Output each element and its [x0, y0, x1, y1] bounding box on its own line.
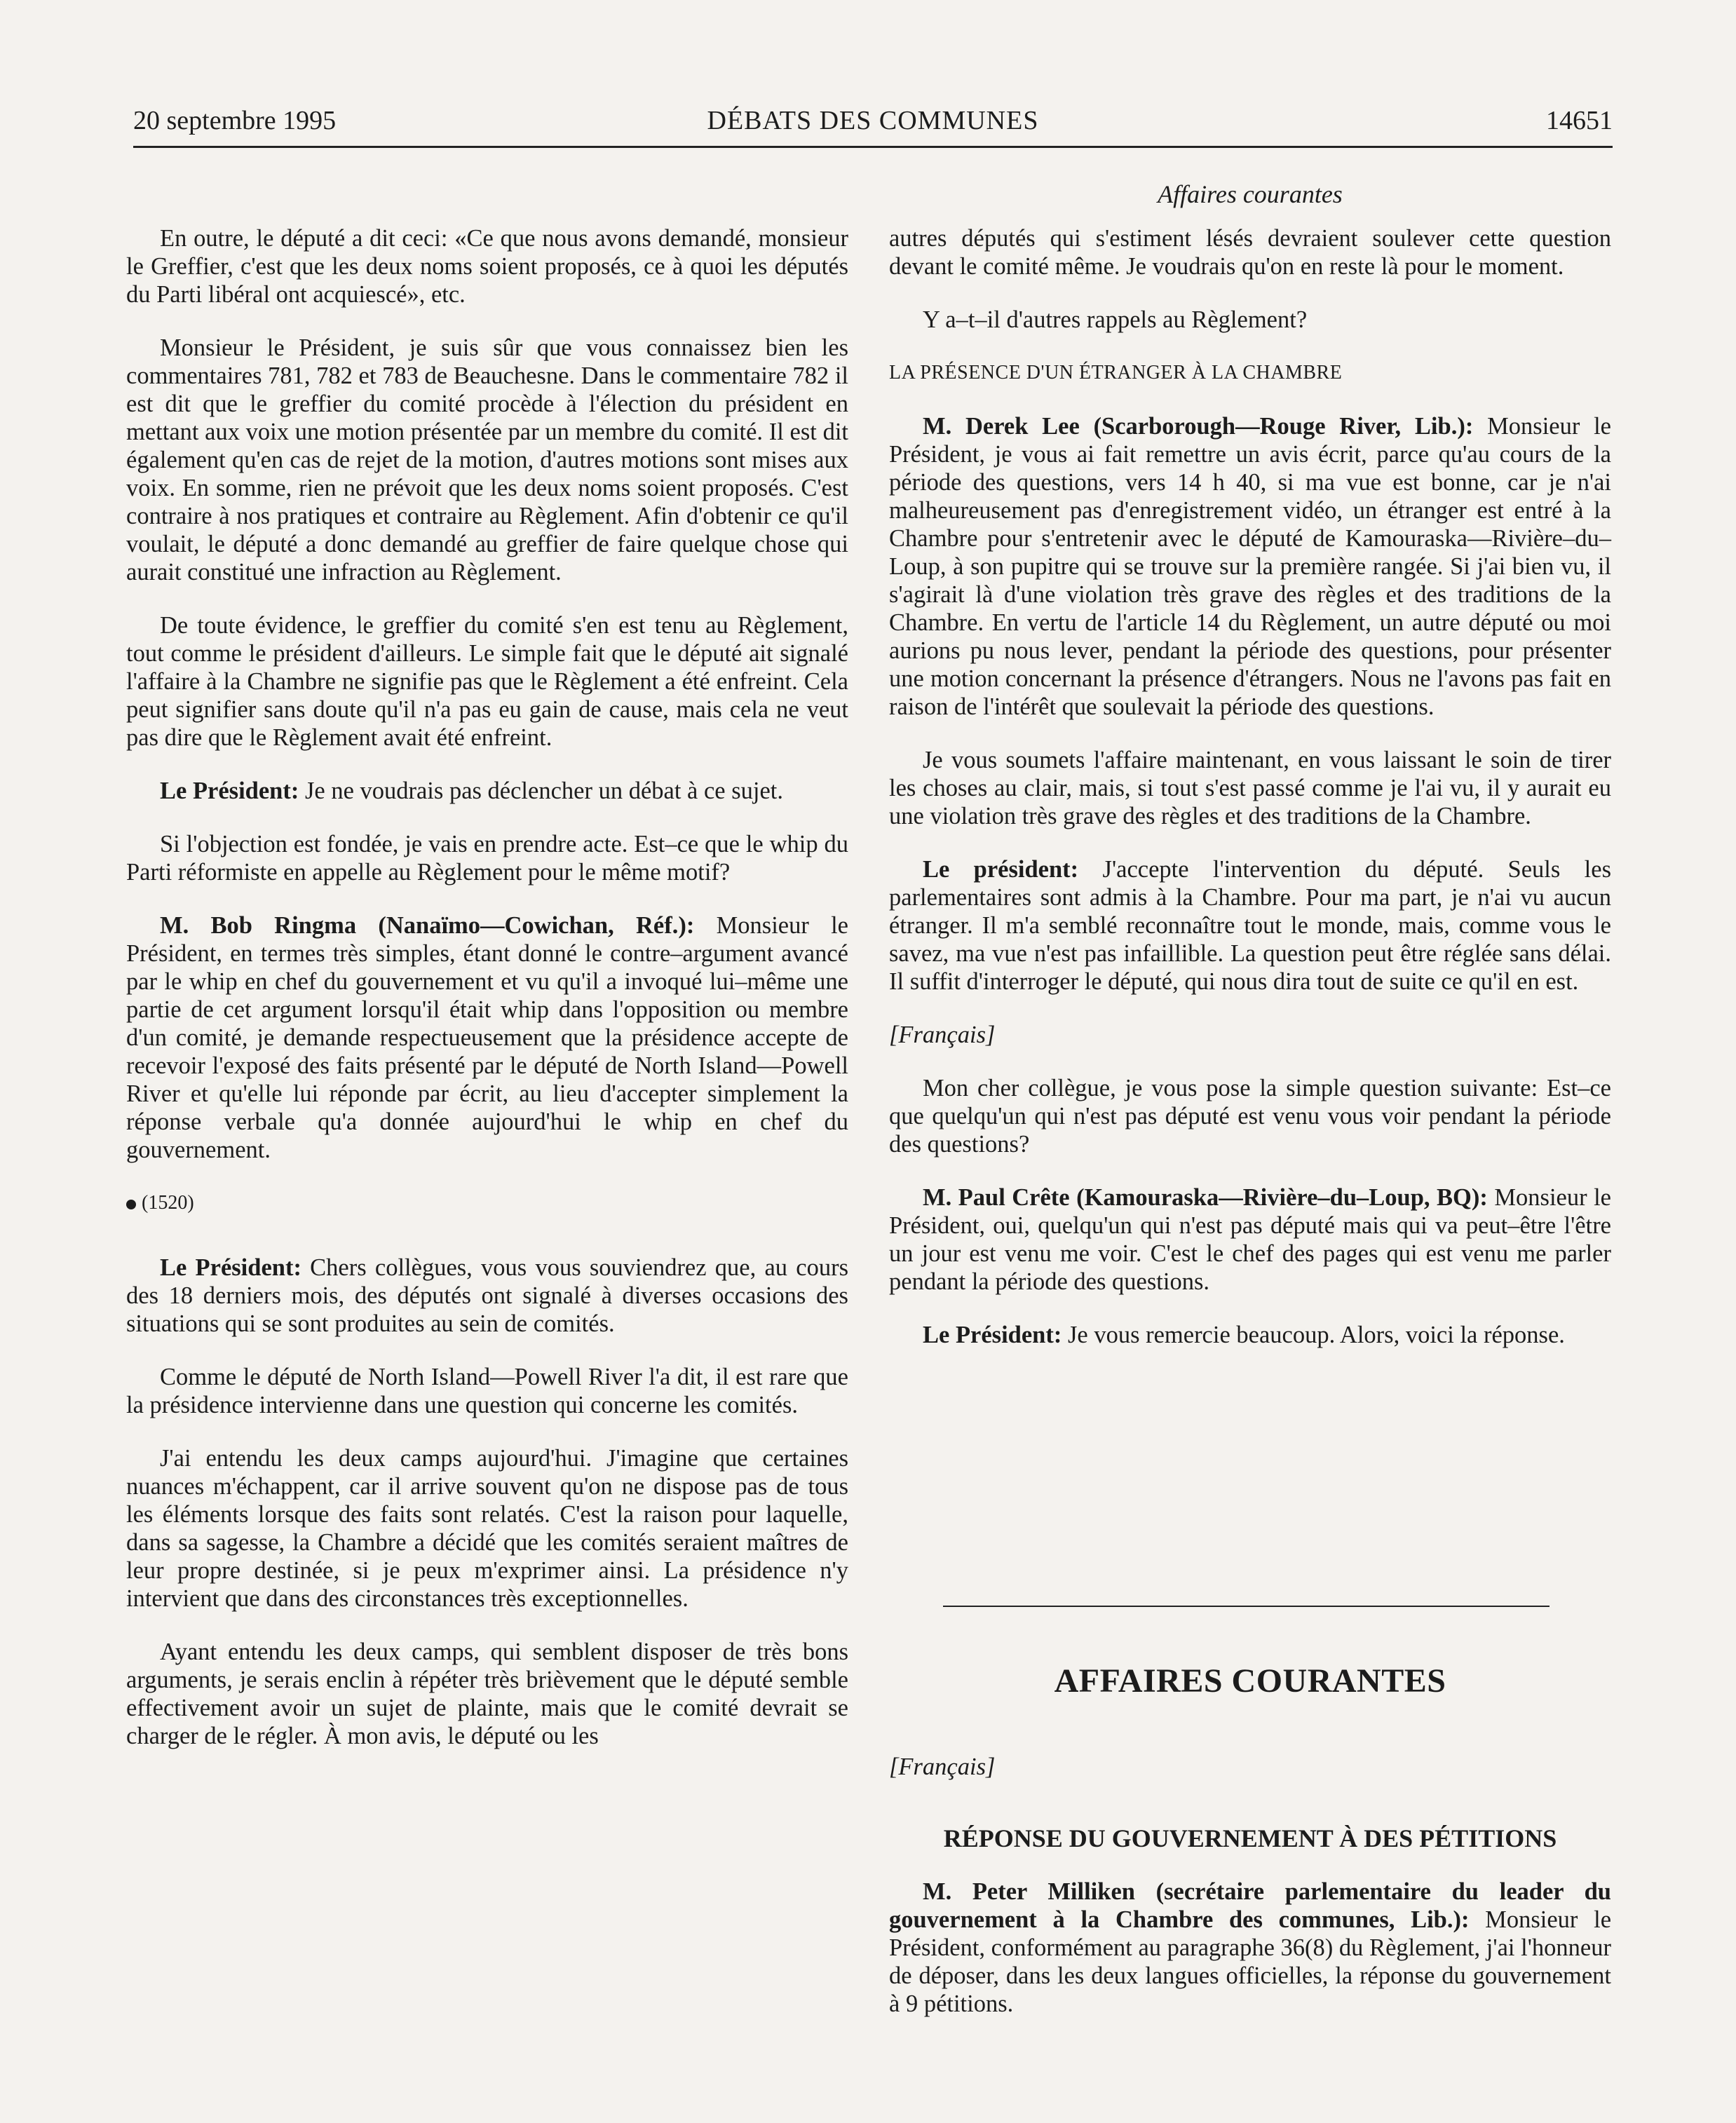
- speaker-name: Le Président:: [160, 1254, 301, 1281]
- speaker-name: M. Bob Ringma (Nanaïmo—Cowichan, Réf.):: [160, 912, 695, 939]
- speech-paragraph: [126, 911, 848, 1164]
- speech-paragraph: [889, 855, 1611, 996]
- language-marker: [Français]: [889, 1754, 996, 1780]
- section-separator: [943, 1606, 1549, 1607]
- paragraph: Comme le député de North Island—Powell River l'a dit, il est rare que la présidence intervienne dans une question qui concerne les comités.: [126, 1364, 848, 1418]
- left-column: [126, 224, 848, 1775]
- header-page-number: 14651: [1546, 106, 1613, 135]
- speech-paragraph: [126, 1254, 848, 1338]
- header-rule: [133, 146, 1613, 148]
- language-marker: [Français]: [889, 1022, 996, 1048]
- right-column-lower: [889, 1753, 1611, 2043]
- section-heading: LA PRÉSENCE D'UN ÉTRANGER À LA CHAMBRE: [889, 362, 1343, 384]
- speech-paragraph: [889, 1321, 1611, 1349]
- paragraph: Mon cher collègue, je vous pose la simple question suivante: Est–ce que quelqu'un qui n'est pas député est venu vous voir pendant la période des questions?: [889, 1075, 1611, 1158]
- time-marker: [126, 1189, 848, 1217]
- right-column: [889, 224, 1611, 1374]
- time-marker-text: (1520): [142, 1192, 194, 1214]
- subsection-heading: RÉPONSE DU GOUVERNEMENT À DES PÉTITIONS: [943, 1824, 1557, 1852]
- speaker-name: M. Paul Crête (Kamouraska—Rivière–du–Loup, BQ):: [923, 1184, 1488, 1211]
- speech-paragraph: [126, 777, 848, 805]
- paragraph: autres députés qui s'estiment lésés devraient soulever cette question devant le comité même. Je voudrais qu'on en reste là pour le moment.: [889, 225, 1611, 280]
- header-title: DÉBATS DES COMMUNES: [707, 106, 1039, 135]
- paragraph: J'ai entendu les deux camps aujourd'hui. J'imagine que certaines nuances m'échappent, car il arrive souvent qu'on ne dispose pas de tous les éléments lorsque des faits sont relatés. C'est la raison pour laquelle, dans sa sagesse, la Chambre a décidé que les comités seraient maîtres de leur propre destinée, si je peux m'exprimer ainsi. La présidence n'y intervient que dans des circonstances très exceptionnelles.: [126, 1445, 848, 1612]
- paragraph: Si l'objection est fondée, je vais en prendre acte. Est–ce que le whip du Parti réformiste en appelle au Règlement pour le même motif?: [126, 831, 848, 886]
- speech-text: Je vous remercie beaucoup. Alors, voici la réponse.: [1062, 1322, 1565, 1348]
- bullet-icon: [126, 1200, 136, 1209]
- running-head: Affaires courantes: [1158, 180, 1343, 208]
- speaker-name: Le président:: [923, 856, 1079, 883]
- speech-text: Chers collègues, vous vous souviendrez que, au cours des 18 derniers mois, des députés ont signalé à diverses occasions des situations qui se sont produites au sein de comités.: [126, 1254, 848, 1337]
- paragraph: En outre, le député a dit ceci: «Ce que nous avons demandé, monsieur le Greffier, c'est que les deux noms soient proposés, ce à quoi les députés du Parti libéral ont acquiescé», etc.: [126, 225, 848, 308]
- speech-text: J'accepte l'intervention du député. Seuls les parlementaires sont admis à la Chambre. Pour ma part, je n'ai vu aucun étranger. Il m'a semblé reconnaître tout le monde, mais, comme vous le savez, ma vue n'est pas infaillible. La question peut être réglée sans délai. Il suffit d'interroger le député, qui nous dira tout de suite ce qu'il en est.: [889, 856, 1611, 995]
- speaker-name: Le Président:: [923, 1322, 1062, 1348]
- paragraph: Je vous soumets l'affaire maintenant, en vous laissant le soin de tirer les choses au clair, mais, si tout s'est passé comme je l'ai vu, il y aurait eu une violation très grave des règles et des traditions de la Chambre.: [889, 747, 1611, 829]
- paragraph: Y a–t–il d'autres rappels au Règlement?: [923, 306, 1308, 333]
- speech-paragraph: [889, 1878, 1611, 2018]
- paragraph: De toute évidence, le greffier du comité s'en est tenu au Règlement, tout comme le président d'ailleurs. Le simple fait que le député ait signalé l'affaire à la Chambre ne signifie pas que le Règlement a été enfreint. Cela peut signifier sans doute qu'il n'a pas eu gain de cause, mais cela ne veut pas dire que le Règlement avait été enfreint.: [126, 612, 848, 751]
- speech-text: Je ne voudrais pas déclencher un débat à ce sujet.: [299, 778, 784, 804]
- speaker-name: M. Derek Lee (Scarborough—Rouge River, Lib.):: [923, 413, 1474, 440]
- paragraph: Monsieur le Président, je suis sûr que vous connaissez bien les commentaires 781, 782 et 783 de Beauchesne. Dans le commentaire 782 il est dit que le greffier du comité procède à l'élection du président en mettant aux voix une motion présentée par un membre du comité. Il est dit également qu'en cas de rejet de la motion, d'autres motions sont mises aux voix. En somme, rien ne prévoit que les deux noms soient proposés. C'est contraire à nos pratiques et contraire au Règlement. Afin d'obtenir ce qu'il voulait, le député a donc demandé au greffier de faire quelque chose qui aurait constitué une infraction au Règlement.: [126, 334, 848, 585]
- speech-paragraph: [889, 1183, 1611, 1296]
- major-heading: AFFAIRES COURANTES: [1054, 1662, 1446, 1700]
- paragraph: Ayant entendu les deux camps, qui semblent disposer de très bons arguments, je serais enclin à répéter très brièvement que le député semble effectivement avoir un sujet de plainte, mais que le comité devrait se charger de le régler. À mon avis, le député ou les: [126, 1639, 848, 1749]
- speech-text: Monsieur le Président, je vous ai fait remettre un avis écrit, parce qu'au cours de la période des questions, vers 14 h 40, si ma vue est bonne, car je n'ai malheureusement pas d'enregistrement vidéo, un étranger est entré à la Chambre pour s'entretenir avec le député de Kamouraska—Rivière–du–Loup, à son pupitre qui se trouve sur la première rangée. Si j'ai bien vu, il s'agirait là d'une violation très grave des règles et des traditions de la Chambre. En vertu de l'article 14 du Règlement, un autre député ou moi aurions pu nous lever, pendant la période des questions, pour présenter une motion concernant la présence d'étrangers. Nous ne l'avons pas fait en raison de l'intérêt que soulevait la période des questions.: [889, 413, 1611, 720]
- speech-text: Monsieur le Président, oui, quelqu'un qui n'est pas député mais qui va peut–être l'être un jour est venu me voir. C'est le chef des pages qui est venu me parler pendant la période des questions.: [889, 1184, 1611, 1295]
- speech-paragraph: [889, 412, 1611, 721]
- header-date: 20 septembre 1995: [133, 106, 337, 135]
- speaker-name: Le Président:: [160, 778, 299, 804]
- speaker-name: M. Peter Milliken (secrétaire parlementaire du leader du gouvernement à la Chambre des communes, Lib.):: [889, 1878, 1611, 1933]
- page-header: [133, 105, 1613, 146]
- speech-text: Monsieur le Président, en termes très simples, étant donné le contre–argument avancé par le whip en chef du gouvernement et vu qu'il a invoqué lui–même une partie de cet argument lorsqu'il était whip dans l'opposition ou membre d'un comité, je demande respectueusement que la présidence accepte de recevoir l'exposé des faits présenté par le député de North Island—Powell River et qu'elle lui réponde par écrit, au lieu d'accepter simplement la réponse verbale qu'a donnée aujourd'hui le whip en chef du gouvernement.: [126, 912, 848, 1163]
- speech-text: Monsieur le Président, conformément au paragraphe 36(8) du Règlement, j'ai l'honneur de déposer, dans les deux langues officielles, la réponse du gouvernement à 9 pétitions.: [889, 1906, 1612, 2017]
